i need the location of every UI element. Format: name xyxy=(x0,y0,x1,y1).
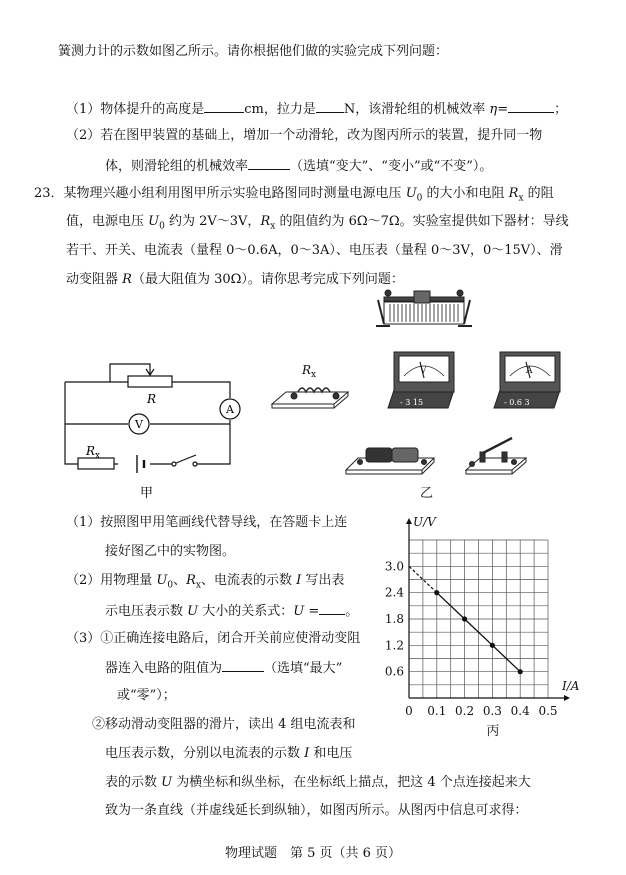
sym-U: U xyxy=(156,573,168,588)
sym-I: I xyxy=(304,746,310,761)
sub1-line2: 接好图乙中的实物图。 xyxy=(105,544,236,559)
x-tick-label: 0.2 xyxy=(455,704,475,718)
sub5-a: 表的示数 xyxy=(105,775,162,790)
chart-grid xyxy=(409,540,548,698)
q23-l1-b: 的大小和电阻 xyxy=(422,186,509,201)
figure-jia-caption: 甲 xyxy=(140,486,154,501)
sub2-a: （2）用物理量 xyxy=(66,573,157,588)
sym-R: R xyxy=(508,186,519,201)
sub1-line1: （1）按照图甲用笔画线代替导线，在答题卡上连 xyxy=(66,515,348,530)
sym-U: U xyxy=(187,604,199,619)
data-point xyxy=(434,590,439,595)
sub2-e: 示电压表示数 xyxy=(105,604,188,619)
page-footer: 物理试题 第 5 页（共 6 页） xyxy=(224,846,402,861)
y-tick-label: 3.0 xyxy=(384,559,404,574)
x-tick-label: 0.3 xyxy=(482,704,502,718)
sub4-line1: ②移动滑动变阻器的滑片，读出 4 组电流表和 xyxy=(92,717,356,732)
sym-I: I xyxy=(296,573,302,588)
y-tick-label: 0.6 xyxy=(384,664,404,679)
sym-sub-x: x xyxy=(195,580,201,591)
sub5-b: 为横坐标和纵坐标，在坐标纸上描点，把这 4 个点连接起来大 xyxy=(172,775,531,790)
q22-p1-eq: = xyxy=(497,102,509,117)
sym-sub-0: 0 xyxy=(167,580,174,591)
sym-U: U xyxy=(161,775,173,790)
sub2-f: 大小的关系式： xyxy=(198,604,294,619)
q22-p1-text-b: cm，拉力是 xyxy=(244,102,316,117)
q23-l2-c: 的阻值约为 6Ω～7Ω。实验室提供如下器材：导线 xyxy=(275,214,569,229)
sub2-c: 、电流表的示数 xyxy=(201,573,297,588)
voltmeter-device-letter: V xyxy=(420,366,427,376)
q22-p1-end: ； xyxy=(554,102,568,117)
sym-U: U xyxy=(293,604,305,619)
chart-tick-labels xyxy=(385,515,580,739)
figure-yi-caption: 乙 xyxy=(420,486,434,501)
ammeter-device-letter: A xyxy=(526,366,533,376)
chart-axes xyxy=(406,518,570,701)
voltmeter-letter: V xyxy=(135,418,143,431)
sub2-b: 、 xyxy=(173,573,187,588)
chart-series xyxy=(409,566,523,674)
q22-p2-text-c: （选填“变大”、“变小”或“不变”）。 xyxy=(290,159,493,174)
sub4-b: 电压表示数，分别以电流表的示数 xyxy=(105,746,305,761)
q22-p2-text-b: 体，则滑轮组的机械效率 xyxy=(105,159,249,174)
sym-sub-x: x xyxy=(518,193,524,204)
q23-l4-a: 动变阻器 xyxy=(66,272,123,287)
x-tick-label: 0.1 xyxy=(427,704,447,718)
x-tick-label: 0.5 xyxy=(538,704,558,718)
sub2-end: 。 xyxy=(345,604,359,619)
sub3-b: 器连入电路的阻值为 xyxy=(105,661,223,676)
q23-line3: 若干、开关、电流表（量程 0～0.6A，0～3A）、电压表（量程 0～3V，0～15V）、滑 xyxy=(66,243,563,258)
q23-l2-a: 值，电源电压 xyxy=(66,214,149,229)
data-point xyxy=(518,669,523,674)
sub3-line1: （3）①正确连接电路后，闭合开关前应使滑动变阻 xyxy=(66,631,361,646)
sub3-line3: 或“零”）； xyxy=(117,688,176,703)
y-axis-arrow-icon xyxy=(406,518,412,524)
x-axis-label: I/A xyxy=(562,679,580,693)
y-axis-label: U/V xyxy=(413,515,436,529)
q22-p1-text-a: （1）物体提升的高度是 xyxy=(66,102,205,117)
sym-R: R xyxy=(186,573,196,588)
rx-label: $R_x$ xyxy=(86,444,101,461)
y-tick-label: 1.8 xyxy=(384,612,404,626)
sym-U: U xyxy=(405,186,417,201)
sub2-d: 写出表 xyxy=(301,573,345,588)
q23-l2-b: 约为 2V～3V， xyxy=(164,214,261,229)
data-point xyxy=(490,643,495,648)
y-tick-label: 1.2 xyxy=(384,638,404,653)
figure-bing-caption: 丙 xyxy=(486,724,500,739)
q23-l1-c: 的阻 xyxy=(523,186,554,201)
sub6-line: 致为一条直线（并虚线延长到纵轴），如图丙所示。从图丙中信息可求得： xyxy=(105,803,528,818)
sym-R: R xyxy=(122,272,132,287)
rx-device-label: $R_x$ xyxy=(302,363,317,380)
x-axis-arrow-icon xyxy=(564,695,570,701)
x-tick-label: 0.4 xyxy=(510,704,530,718)
q22-part2-line1: （2）若在图甲装置的基础上，增加一个动滑轮，改为图丙所示的装置，提升同一物 xyxy=(66,128,543,143)
eta-symbol: η xyxy=(489,102,498,117)
sym-sub-x: x xyxy=(270,221,276,232)
rheostat-label: R xyxy=(147,392,157,406)
sub4-c: 和电压 xyxy=(309,746,353,761)
q22-p1-text-c: N，该滑轮组的机械效率 xyxy=(343,102,486,117)
intro-line: 簧测力计的示数如图乙所示。请你根据他们做的实验完成下列问题： xyxy=(58,44,449,59)
q23-number: 23． xyxy=(34,186,64,201)
q23-l1-a: 某物理兴趣小组利用图甲所示实验电路图同时测量电源电压 xyxy=(63,186,406,201)
sym-sub-0: 0 xyxy=(416,193,423,204)
y-tick-label: 2.4 xyxy=(384,585,404,600)
data-point xyxy=(462,616,467,621)
x-tick-label: 0 xyxy=(405,704,413,718)
sym-sub-0: 0 xyxy=(159,221,165,232)
ammeter-letter: A xyxy=(226,403,234,416)
sym-R: R xyxy=(260,214,271,229)
sub2-g: = xyxy=(304,604,320,619)
sub3-c: （选填“最大” xyxy=(264,661,343,676)
sym-U: U xyxy=(148,214,160,229)
q23-l4-b: （最大阻值为 30Ω）。请你思考完成下列问题： xyxy=(131,272,404,287)
ammeter-terminal-labels: - 0.6 3 xyxy=(504,398,530,407)
voltmeter-terminal-labels: - 3 15 xyxy=(400,398,424,407)
